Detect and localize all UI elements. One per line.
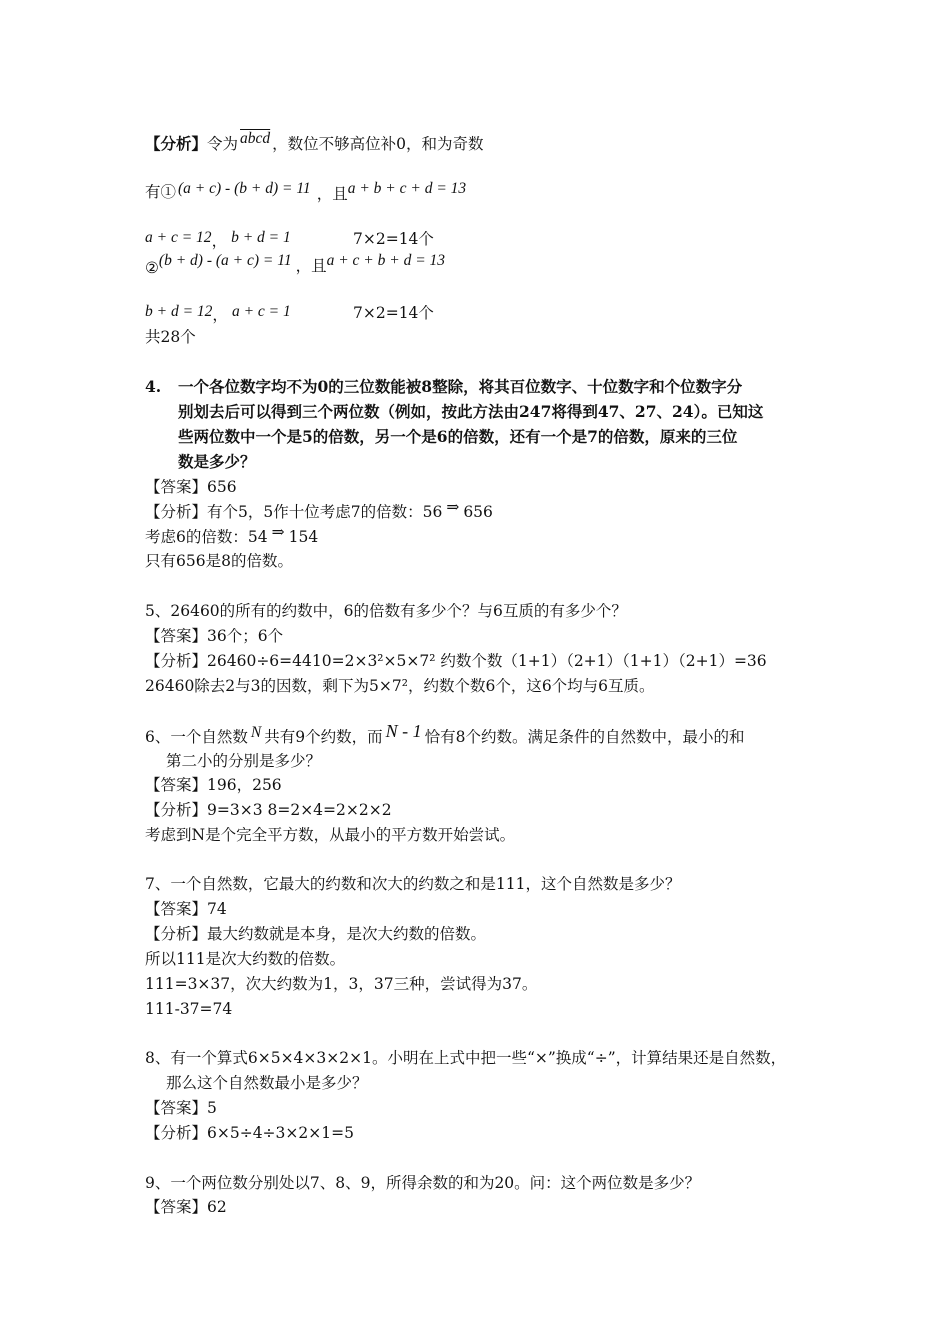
q4-answer: 【答案】656 (145, 478, 237, 496)
q5-analysis-tag: 【分析】 (145, 652, 208, 670)
implies-arrow-icon: ⇒ (446, 498, 460, 516)
q9-answer: 【答案】62 (145, 1198, 227, 1216)
q6-question-line-2: 第二小的分别是多少？ (166, 752, 322, 770)
case2-sep: ， (212, 306, 228, 324)
q4-analysis-3: 只有656是8的倍数。 (145, 552, 293, 570)
q8-answer: 【答案】5 (145, 1099, 217, 1117)
q4-line-3: 些两位数中一个是5的倍数，另一个是6的倍数，还有一个是7的倍数，原来的三位 (178, 427, 738, 446)
analysis-tag: 【分析】 (145, 134, 208, 153)
q4-line-1: 一个各位数字均不为0的三位数能被8整除，将其百位数字、十位数字和个位数字分 (178, 377, 743, 396)
case2-sum: a + c + b + d = 13 (326, 252, 446, 269)
abcd-overline: abcd (240, 130, 271, 147)
q7-analysis-2: 所以111是次大约数的倍数。 (145, 950, 346, 968)
q5-analysis-2: 26460除去2与3的因数，剩下为5×7²，约数个数6个，这6个均与6互质。 (145, 677, 655, 695)
q6-analysis-2: 考虑到N是个完全平方数，从最小的平方数开始尝试。 (145, 826, 516, 844)
q8-question: 8、有一个算式6×5×4×3×2×1。小明在上式中把一些“×”换成“÷”，计算结果还是自然数， (145, 1049, 787, 1067)
case2-line (145, 250, 446, 277)
case1-line (145, 178, 467, 203)
case2-result-line (145, 301, 291, 322)
q7-analysis-4: 111-37=74 (145, 1000, 233, 1018)
case1-eq2: b + d = 1 (231, 229, 291, 246)
q4-analysis-1-end: 656 (463, 503, 493, 521)
q4-number: 4. (145, 377, 162, 396)
q4-analysis-1-text: 【分析】有个5，5作十位考虑7的倍数：56 (145, 503, 443, 521)
case2-eq2: a + c = 1 (231, 303, 291, 320)
q6-q-start: 6、一个自然数 (145, 728, 248, 746)
q5-analysis-text: 26460÷6=4410=2×3²×5×7² 约数个数（1+1）（2+1）（1+1）（2+1）=36 (207, 652, 767, 670)
q6-q-end: 恰有8个约数。满足条件的自然数中，最小的和 (424, 728, 745, 746)
q6-q-mid: 共有9个约数，而 (264, 728, 383, 746)
q7-analysis-3: 111=3×37，次大约数为1，3，37三种，尝试得为37。 (145, 975, 538, 993)
q4-line-2: 别划去后可以得到三个两位数（例如，按此方法由247将得到47、27、24）。已知这 (178, 402, 764, 421)
q5-analysis (145, 651, 767, 671)
case1-result-line (145, 227, 291, 248)
q6-analysis: 【分析】9=3×3 8=2×4=2×2×2 (145, 801, 392, 819)
q6-N: N (250, 724, 262, 741)
analysis-top-rest: ，数位不够高位补0，和为奇数 (272, 135, 484, 153)
case2-and: ，且 (295, 257, 327, 275)
q6-question (145, 721, 745, 748)
q4-line-4: 数是多少？ (178, 452, 256, 471)
case2-prefix: ② (145, 259, 159, 277)
q7-analysis: 【分析】最大约数就是本身，是次大约数的倍数。 (145, 925, 487, 943)
case2-count: 7×2=14个 (353, 304, 434, 322)
total-line: 共28个 (145, 328, 196, 346)
q5-answer: 【答案】36个；6个 (145, 627, 284, 645)
q8-question-line-2: 那么这个自然数最小是多少？ (166, 1074, 368, 1092)
q4-analysis-2 (145, 523, 319, 547)
q9-question: 9、一个两位数分别处以7、8、9，所得余数的和为20。问：这个两位数是多少？ (145, 1174, 701, 1192)
case1-sum: a + b + c + d = 13 (347, 180, 467, 197)
case2-expr: (b + d) - (a + c) = 11 (158, 252, 292, 269)
let-text: 令为 (207, 135, 239, 153)
q7-answer: 【答案】74 (145, 900, 227, 918)
case1-sep: ， (211, 232, 228, 250)
q8-analysis: 【分析】6×5÷4÷3×2×1=5 (145, 1124, 354, 1142)
case1-prefix: 有① (145, 183, 177, 201)
case1-and: ，且 (316, 185, 348, 203)
implies-arrow-icon: ⇒ (271, 523, 285, 541)
q6-N-minus-1: N - 1 (385, 721, 422, 741)
case1-count: 7×2=14个 (353, 230, 434, 248)
q6-answer: 【答案】196，256 (145, 776, 282, 794)
case1-expr: (a + c) - (b + d) = 11 (178, 180, 311, 197)
case1-eq1: a + c = 12 (145, 229, 212, 246)
q4-analysis-2-text: 考虑6的倍数：54 (145, 528, 268, 546)
q4-analysis-2-end: 154 (288, 528, 319, 546)
q7-question: 7、一个自然数，它最大的约数和次大的约数之和是111，这个自然数是多少？ (145, 875, 681, 893)
q5-question: 5、26460的所有的约数中，6的倍数有多少个？与6互质的有多少个？ (145, 602, 627, 620)
case2-eq1: b + d = 12 (145, 303, 213, 320)
analysis-top-line (145, 130, 484, 155)
q4-analysis-1 (145, 498, 493, 522)
